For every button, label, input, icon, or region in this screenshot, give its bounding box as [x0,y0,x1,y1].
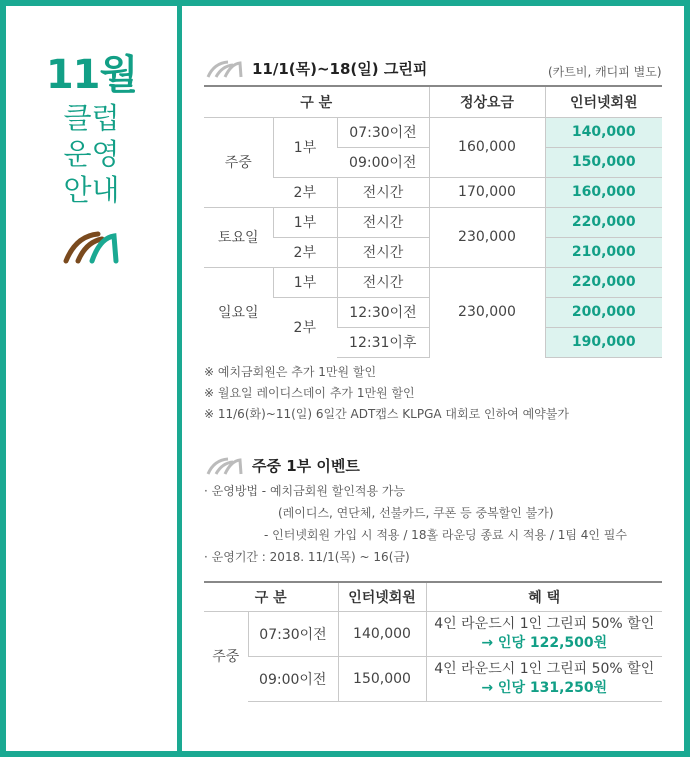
header-division: 구 분 [204,582,338,611]
frame-bottom-border [0,751,690,757]
benefit-cell [426,611,662,656]
greenfee-table [204,85,662,358]
time-label: 12:31이후 [337,327,429,357]
internet-price: 210,000 [545,237,662,267]
event-method-sub2: - 인터넷회원 가입 시 적용 / 18홀 라운딩 종료 시 적용 / 1팀 4인 필수 [264,528,627,542]
section1-heading [206,58,427,79]
table-row [204,611,662,656]
table-header-row [204,86,662,117]
table-row [204,267,662,297]
time-label: 전시간 [337,177,429,207]
time-label: 전시간 [337,237,429,267]
time-label: 09:00이전 [248,656,338,701]
time-label: 12:30이전 [337,297,429,327]
event-method-sub: (레이디스, 연단체, 선불카드, 쿠폰 등 중복할인 불가) [278,506,554,520]
benefit-cell [426,656,662,701]
part-label: 2부 [273,177,337,207]
time-label: 07:30이전 [248,611,338,656]
note-item: ※ 예치금회원은 추가 1만원 할인 [204,365,377,379]
internet-price: 140,000 [338,611,426,656]
sidebar-line-2: 운영 [63,137,120,171]
event-table [204,581,662,702]
internet-price: 190,000 [545,327,662,357]
header-normal-price: 정상요금 [429,86,545,117]
internet-price: 160,000 [545,177,662,207]
section-mark-icon [206,60,244,78]
section1-title: 11/1(목)~18(일) 그린피 [252,60,428,78]
benefit-text: 4인 라운드시 1인 그린피 50% 할인 [434,660,655,677]
sidebar-line-3: 안내 [63,173,120,207]
time-label: 전시간 [337,207,429,237]
event-period: · 운영기간 : 2018. 11/1(목) ~ 16(금) [204,550,410,564]
table-header-row [204,582,662,611]
header-internet-price: 인터넷회원 [338,582,426,611]
frame-divider [177,0,182,757]
day-weekday: 주중 [204,117,273,207]
internet-price: 220,000 [545,207,662,237]
part-label: 1부 [273,207,337,237]
internet-price: 150,000 [545,147,662,177]
table-row [204,656,662,701]
benefit-result: → 인당 122,500원 [481,634,608,651]
event-method: · 운영방법 - 예치금회원 할인적용 가능 [204,484,406,498]
normal-price: 230,000 [429,267,545,357]
notes-list [204,362,569,425]
time-label: 09:00이전 [337,147,429,177]
header-benefit: 혜 택 [426,582,662,611]
benefit-text: 4인 라운드시 1인 그린피 50% 할인 [434,615,655,632]
day-saturday: 토요일 [204,207,273,267]
table-row [204,177,662,207]
note-item: ※ 11/6(화)~11(일) 6일간 ADT캡스 KLPGA 대회로 인하여 예약불가 [204,407,569,421]
note-item: ※ 월요일 레이디스데이 추가 1만원 할인 [204,386,415,400]
event-details [204,480,664,568]
section2-heading [206,455,360,476]
part-label: 2부 [273,237,337,267]
part-label: 1부 [273,267,337,297]
fee-exclusion-note: (카트비, 캐디피 별도) [548,65,662,79]
header-division: 구 분 [204,86,429,117]
part-label: 2부 [273,297,337,357]
part-label: 1부 [273,117,337,177]
internet-price: 220,000 [545,267,662,297]
table-row [204,207,662,237]
sidebar-line-1: 클럽 [63,101,120,135]
time-label: 07:30이전 [337,117,429,147]
club-logo-icon [62,228,122,264]
month-title: 11월 [45,52,138,98]
normal-price: 230,000 [429,207,545,267]
internet-price: 200,000 [545,297,662,327]
section-mark-icon [206,457,244,475]
normal-price: 170,000 [429,177,545,207]
day-weekday: 주중 [204,611,248,701]
time-label: 전시간 [337,267,429,297]
internet-price: 140,000 [545,117,662,147]
internet-price: 150,000 [338,656,426,701]
sidebar [6,6,177,268]
section2-title: 주중 1부 이벤트 [252,457,360,475]
header-internet-price: 인터넷회원 [545,86,662,117]
frame-right-border [684,0,690,757]
benefit-result: → 인당 131,250원 [481,679,608,696]
table-row [204,117,662,147]
normal-price: 160,000 [429,117,545,177]
day-sunday: 일요일 [204,267,273,357]
